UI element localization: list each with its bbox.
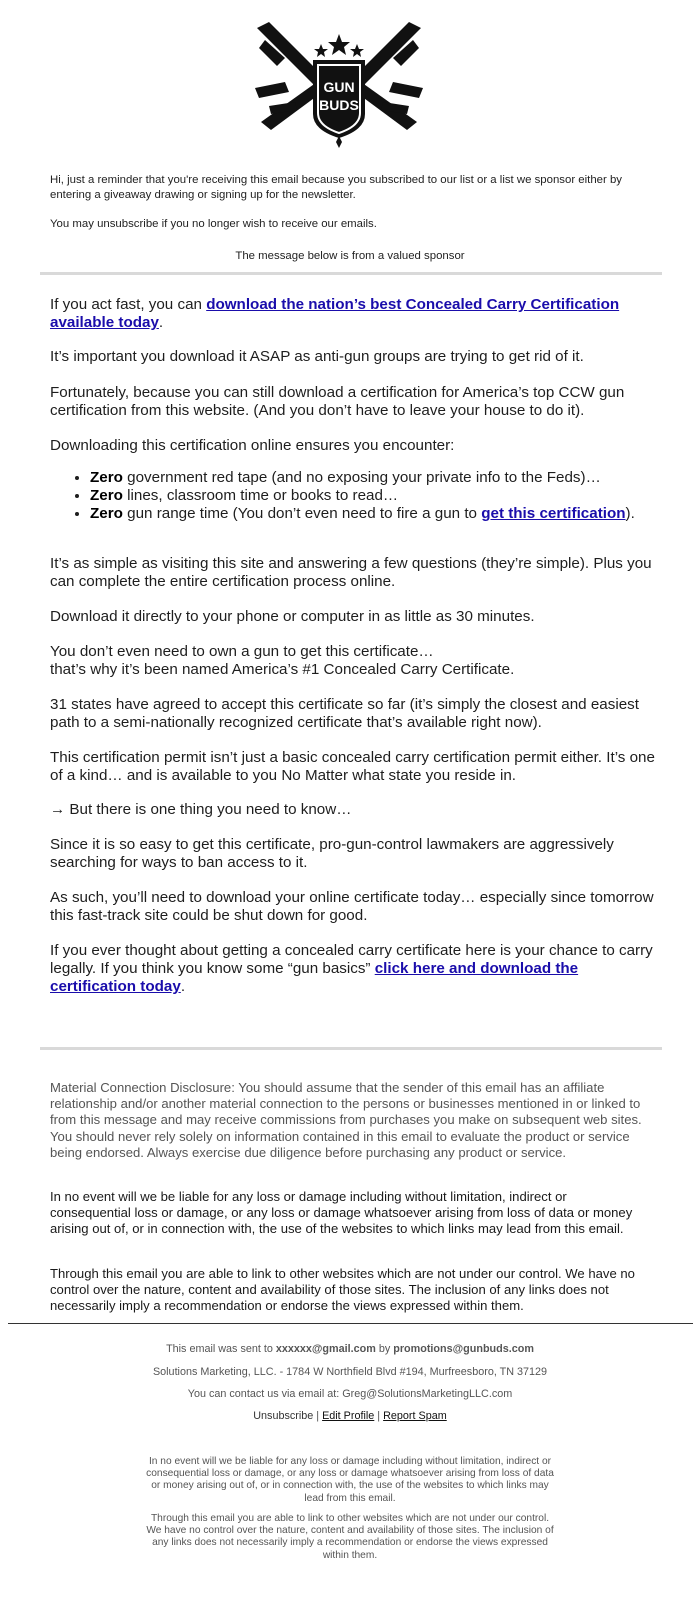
logo-text-gun: GUN: [323, 79, 355, 95]
bullet-bold: Zero: [90, 469, 123, 486]
bullet-bold: Zero: [90, 505, 123, 522]
link-separator: |: [313, 1410, 323, 1422]
sender-email: promotions@gunbuds.com: [393, 1343, 534, 1355]
bullet-text: government red tape (and no exposing your private info to the Feds)…: [122, 469, 601, 486]
paragraph-download: Download it directly to your phone or computer in as little as 30 minutes.: [50, 608, 535, 625]
click-here-download-link[interactable]: click here and download the certification today: [50, 960, 579, 995]
company-address: Solutions Marketing, LLC. - 1784 W Northfield Blvd #194, Murfreesboro, TN 37129: [152, 1366, 548, 1378]
liability-disclaimer: In no event will we be liable for any loss or damage including without limitation, indirect or consequential loss or damage, or any loss or damage whatsoever arising from loss of data or money arising out of, or in connection with, the use of the websites to which links may lead from this email.: [50, 1189, 633, 1237]
footer-liability-disclaimer: In no event will we be liable for any loss or damage including without limitation, indirect or consequential loss or damage, or any loss or damage whatsoever arising from loss of data or money arising out of, or in connection with, the use of the websites to which links may lead from this email.: [146, 1456, 554, 1504]
own-gun-line2: that’s why it’s been named America’s #1 Concealed Carry Certificate.: [50, 661, 515, 678]
footer-links-disclaimer: Through this email you are able to link to other websites which are not under our control. We have no control over the nature, content and availability of those sites. The inclusion of any links does not necessarily imply a recommendation or endorse the views expressed within them.: [146, 1513, 554, 1561]
bullet-bold: Zero: [90, 487, 123, 504]
benefits-list: [70, 469, 680, 523]
gun-buds-logo: [255, 18, 423, 150]
recipient-email: xxxxxx@gmail.com: [275, 1343, 376, 1355]
report-spam-link[interactable]: Report Spam: [383, 1410, 447, 1422]
footer-divider: [8, 1323, 693, 1324]
list-item: [90, 469, 680, 487]
paragraph-fortunately: Fortunately, because you can still download a certification for America’s top CCW gun certification from this website. (And you don’t have to leave your house to do it).: [50, 384, 625, 419]
footer-links: [0, 1409, 700, 1423]
own-gun-line1: You don’t even need to own a gun to get this certificate…: [50, 643, 434, 660]
paragraph-download-today: As such, you’ll need to download your online certificate today… especially since tomorrow this fast-track site could be shut down for good.: [50, 889, 654, 924]
sent-to-line: [0, 1342, 700, 1356]
paragraph-own-gun: [50, 643, 660, 679]
download-certification-link[interactable]: download the nation’s best Concealed Carry Certification available today: [50, 296, 620, 331]
intro-end: .: [158, 314, 164, 331]
cta-text: If you ever thought about getting a concealed carry certificate here is your chance to carry legally. If you think you know some “gun basics”: [50, 942, 653, 977]
paragraph-simple: It’s as simple as visiting this site and answering a few questions (they’re simple). Plus you can complete the entire certification process online.: [50, 555, 652, 590]
paragraph-one-of-a-kind: This certification permit isn’t just a basic concealed carry certification permit either. It’s one of a kind… and is available to you No Matter what state you reside in.: [50, 749, 655, 784]
subscription-reminder: Hi, just a reminder that you're receiving this email because you subscribed to our list or a list we sponsor either by entering a giveaway drawing or signing up for the newsletter.: [50, 174, 622, 201]
bullet-end: ).: [625, 505, 635, 522]
divider: [40, 1047, 662, 1050]
paragraph-ensures: Downloading this certification online ensures you encounter:: [50, 437, 455, 454]
list-item: [90, 505, 680, 523]
unsubscribe-note: You may unsubscribe if you no longer wish to receive our emails.: [50, 218, 377, 230]
logo-text-buds: BUDS: [319, 97, 359, 113]
cta-end: .: [180, 978, 186, 995]
list-item: [90, 487, 680, 505]
paragraph-asap: It’s important you download it ASAP as anti-gun groups are trying to get rid of it.: [50, 348, 584, 365]
external-links-disclaimer: Through this email you are able to link to other websites which are not under our control. We have no control over the nature, content and availability of those sites. The inclusion of any links does not necessarily imply a recommendation or endorse the views expressed within them.: [50, 1266, 635, 1314]
bullet-text: gun range time (You don’t even need to fire a gun to: [122, 505, 482, 522]
sent-mid: by: [375, 1343, 394, 1355]
intro-text: If you act fast, you can: [50, 296, 207, 313]
bullet-text: lines, classroom time or books to read…: [122, 487, 399, 504]
paragraph-intro: [50, 296, 660, 332]
contact-line: You can contact us via email at: Greg@SolutionsMarketingLLC.com: [187, 1388, 513, 1400]
paragraph-cta: [50, 942, 660, 996]
paragraph-lawmakers: Since it is so easy to get this certificate, pro-gun-control lawmakers are aggressively searching for ways to ban access to it.: [50, 836, 614, 871]
divider: [40, 272, 662, 275]
sent-pre: This email was sent to: [166, 1343, 276, 1355]
material-connection-disclosure: Material Connection Disclosure: You should assume that the sender of this email has an affiliate relationship and/or another material connection to the persons or businesses mentioned in or linked to from this message and may receive commissions from purchases you make on subsequent web sites. You should never rely solely on information contained in this email to evaluate the product or service being endorsed. Always exercise due diligence before purchasing any product or service.: [50, 1080, 642, 1160]
paragraph-one-thing: → But there is one thing you need to know…: [50, 801, 352, 818]
link-separator: |: [374, 1410, 384, 1422]
edit-profile-link[interactable]: Edit Profile: [322, 1410, 375, 1422]
unsubscribe-link[interactable]: Unsubscribe: [253, 1410, 314, 1422]
sponsor-note: The message below is from a valued sponsor: [235, 250, 465, 262]
paragraph-31-states: 31 states have agreed to accept this certificate so far (it’s simply the closest and easiest path to a semi-nationally recognized certificate that’s available right now).: [50, 696, 639, 731]
get-certification-link[interactable]: get this certification: [481, 505, 626, 522]
